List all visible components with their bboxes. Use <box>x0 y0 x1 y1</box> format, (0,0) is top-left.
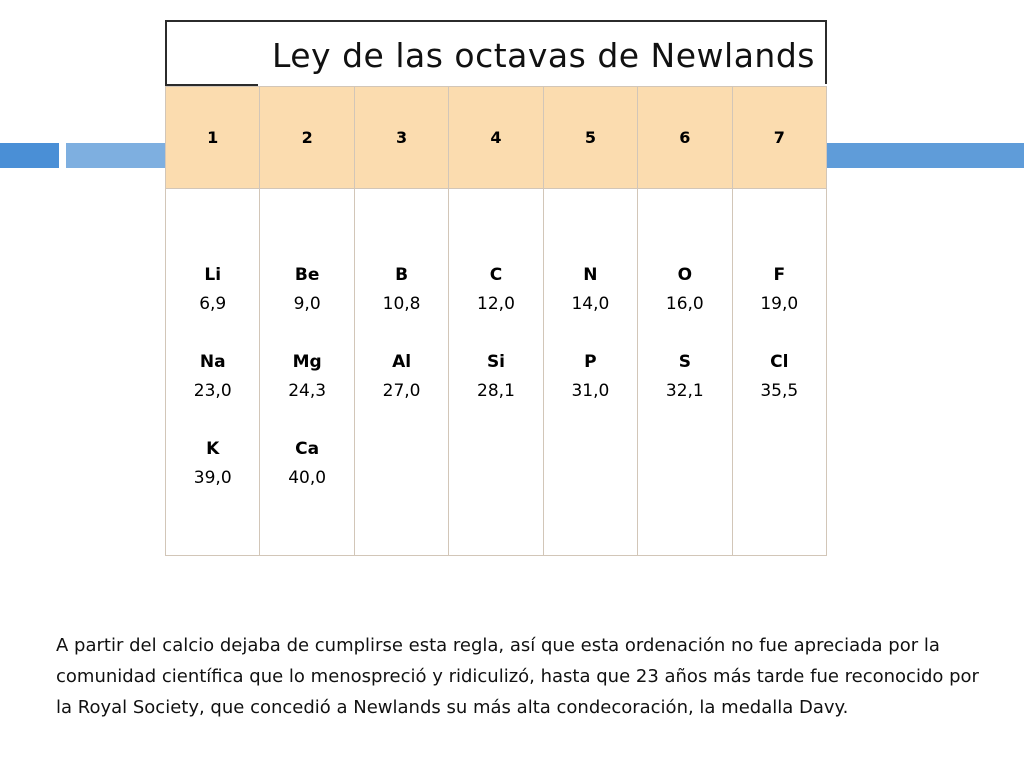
element-mass: 27,0 <box>382 381 421 401</box>
element-mass: 35,5 <box>760 381 799 401</box>
element-mass: 12,0 <box>477 294 515 314</box>
element-symbol: Mg <box>292 352 322 372</box>
element-mass: 39,0 <box>193 468 232 488</box>
decorative-bar-left-secondary <box>66 143 166 168</box>
decorative-bar-left <box>0 143 59 168</box>
element-symbol: Na <box>199 352 226 372</box>
column-header: 4 <box>449 87 543 189</box>
element-symbol: P <box>584 352 597 372</box>
group-cell <box>638 189 732 556</box>
column-header: 7 <box>732 87 826 189</box>
element-mass: 31,0 <box>571 381 610 401</box>
group-cell <box>354 189 448 556</box>
element-mass: 6,9 <box>199 294 227 314</box>
element-mass: 32,1 <box>665 381 704 401</box>
octaves-table <box>165 86 827 556</box>
element-mass: 19,0 <box>760 294 799 314</box>
column-header: 6 <box>638 87 732 189</box>
element-symbol: Ca <box>295 439 320 459</box>
element-symbol: B <box>395 265 409 285</box>
slide-title: Ley de las octavas de Newlands <box>271 36 815 75</box>
element-symbol: Al <box>392 352 412 372</box>
element-mass: 28,1 <box>477 381 515 401</box>
caption-paragraph: A partir del calcio dejaba de cumplirse esta regla, así que esta ordenación no fue apreciada por la comunidad científica que lo menospreció y ridiculizó, hasta que 23 años más tarde fue reconocido por la Royal Society, que concedió a Newlands su más alta condecoración, la medalla Davy. <box>56 635 979 718</box>
element-symbol: Si <box>486 352 506 372</box>
column-header: 2 <box>260 87 354 189</box>
element-mass: 40,0 <box>288 468 327 488</box>
element-symbol: K <box>206 439 220 459</box>
element-symbol: O <box>677 265 693 285</box>
element-mass: 10,8 <box>382 294 421 314</box>
group-cell <box>260 189 354 556</box>
element-symbol: N <box>583 265 598 285</box>
elements-row <box>166 189 827 556</box>
group-cell <box>543 189 637 556</box>
title-box <box>165 20 827 84</box>
element-mass: 23,0 <box>193 381 232 401</box>
element-symbol: S <box>678 352 691 372</box>
element-symbol: C <box>489 265 503 285</box>
decorative-bar-right <box>827 143 1024 168</box>
element-symbol: F <box>773 265 786 285</box>
column-header: 5 <box>543 87 637 189</box>
group-cell <box>732 189 826 556</box>
element-symbol: Cl <box>770 352 789 372</box>
element-mass: 9,0 <box>293 294 321 314</box>
element-mass: 16,0 <box>665 294 704 314</box>
column-header: 3 <box>354 87 448 189</box>
header-row <box>166 87 827 189</box>
element-symbol: Li <box>204 265 222 285</box>
column-header: 1 <box>166 87 260 189</box>
element-mass: 24,3 <box>288 381 327 401</box>
group-cell <box>166 189 260 556</box>
element-symbol: Be <box>294 265 320 285</box>
element-mass: 14,0 <box>571 294 610 314</box>
group-cell <box>449 189 543 556</box>
